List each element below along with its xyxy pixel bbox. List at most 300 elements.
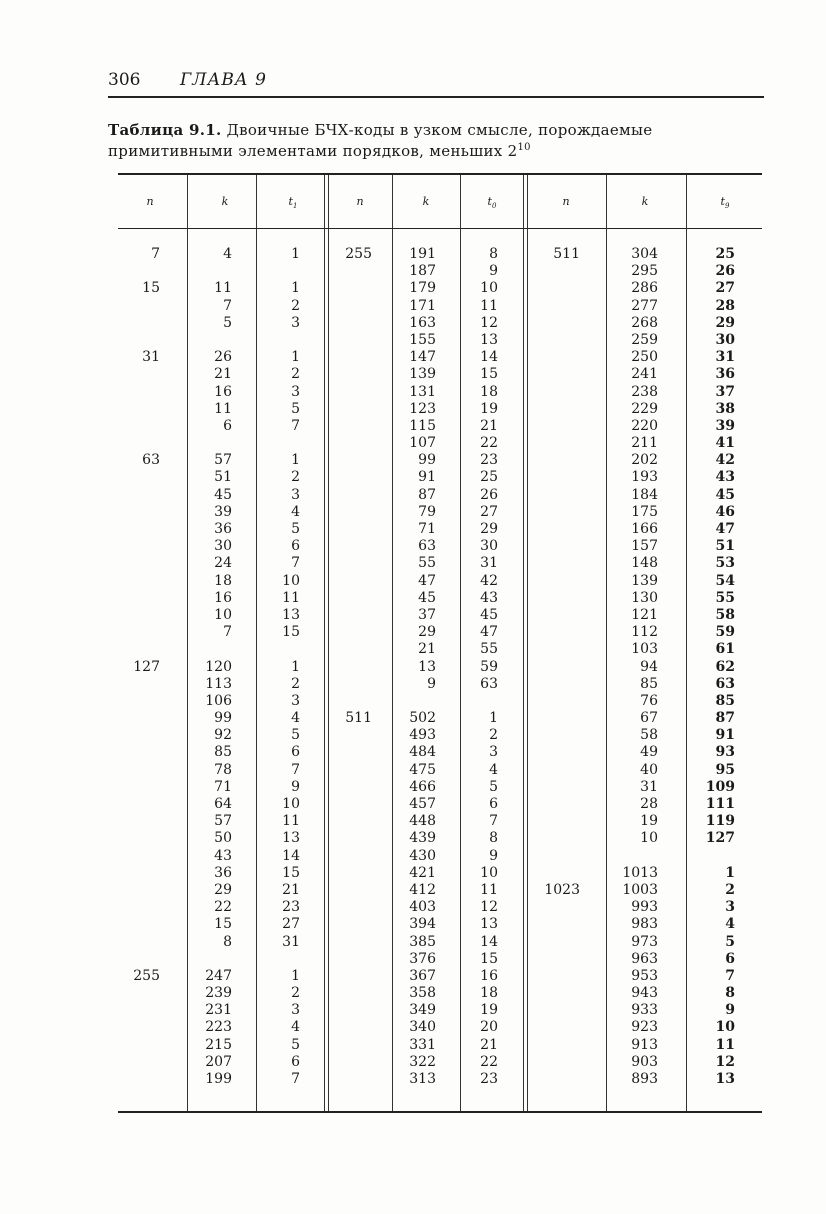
table-cell: 119	[705, 813, 735, 830]
table-cell: 50	[214, 830, 232, 847]
table-cell: 61	[715, 641, 735, 658]
table-cell: 439	[409, 830, 436, 847]
table-cell: 6	[725, 950, 735, 967]
table-cell: 148	[631, 555, 658, 572]
table-cell	[192, 641, 232, 658]
table-cell: 191	[409, 246, 436, 262]
table-cell: 99	[418, 452, 436, 469]
table-cell: 29	[480, 521, 498, 537]
table-cell: 27	[715, 280, 735, 297]
table-cell: 113	[205, 675, 232, 692]
table-cell: 15	[480, 950, 498, 967]
table-cell: 38	[715, 400, 735, 417]
table-cell: 121	[631, 606, 658, 623]
table-cell: 23	[480, 452, 498, 469]
table-cell: 304	[631, 246, 658, 262]
table-cell: 28	[640, 796, 658, 812]
table-cell: 13	[480, 916, 498, 933]
table-cell: 7	[223, 297, 232, 314]
table-cell: 16	[214, 589, 232, 606]
header-rule	[108, 96, 764, 98]
table-cell: 2	[725, 881, 735, 898]
table-cell: 27	[282, 916, 300, 933]
table-cell: 19	[480, 400, 498, 417]
table-cell: 23	[282, 899, 300, 916]
table-cell: 367	[409, 967, 436, 984]
table-cell: 3	[291, 383, 300, 400]
table-cell: 923	[631, 1019, 658, 1036]
table-cell: 71	[418, 521, 436, 537]
page-number: 306	[108, 70, 141, 90]
k-column-2	[396, 246, 436, 1088]
table-cell: 109	[705, 778, 735, 795]
table-cell: 207	[205, 1053, 232, 1070]
table-cell: 913	[631, 1036, 658, 1053]
table-cell: 983	[631, 916, 658, 933]
table-cell: 47	[418, 572, 436, 589]
table-cell: 123	[409, 400, 436, 417]
table-cell: 484	[409, 744, 436, 761]
table-cell: 10	[282, 796, 300, 812]
table-cell: 21	[480, 1036, 498, 1053]
table-cell: 2	[291, 366, 300, 383]
table-cell: 448	[409, 813, 436, 830]
table-cell: 1	[725, 864, 735, 881]
table-cell: 147	[409, 349, 436, 366]
table-cell: 55	[418, 555, 436, 572]
table-cell: 139	[409, 366, 436, 383]
table-header-rule	[118, 228, 762, 229]
table-cell: 130	[631, 589, 658, 606]
caption-label: Таблица 9.1.	[108, 121, 222, 139]
table-cell: 14	[282, 847, 300, 864]
caption-text-line1: Двоичные БЧХ-коды в узком смысле, порождаемые	[221, 121, 653, 139]
table-cell: 13	[715, 1071, 735, 1087]
table-cell: 376	[409, 950, 436, 967]
table-cell: 59	[480, 658, 498, 675]
table-cell: 163	[409, 314, 436, 331]
table-cell: 963	[631, 950, 658, 967]
table-cell: 63	[480, 675, 498, 692]
table-cell: 54	[715, 572, 735, 589]
table-cell: 78	[214, 761, 232, 778]
table-cell: 30	[480, 538, 498, 555]
table-cell: 2	[291, 297, 300, 314]
table-cell: 43	[214, 847, 232, 864]
table-cell: 85	[715, 692, 735, 709]
table-cell: 6	[223, 417, 232, 434]
table-cell: 250	[631, 349, 658, 366]
table-cell: 166	[631, 521, 658, 537]
table-cell: 259	[631, 331, 658, 348]
n-value: 1023	[544, 882, 580, 899]
table-cell: 7	[223, 624, 232, 641]
table-cell: 11	[480, 881, 498, 898]
table-cell: 26	[715, 263, 735, 280]
table-cell	[260, 435, 300, 452]
table-cell: 15	[282, 624, 300, 641]
table-cell: 12	[480, 899, 498, 916]
table-cell: 215	[205, 1036, 232, 1053]
table-cell: 58	[715, 606, 735, 623]
table-cell: 43	[480, 589, 498, 606]
table-cell: 2	[489, 727, 498, 744]
table-caption	[108, 122, 748, 160]
k-column-1	[192, 246, 232, 1088]
table-cell: 3	[725, 899, 735, 916]
table-cell: 8	[725, 985, 735, 1002]
column-divider	[686, 175, 687, 1111]
table-cell: 91	[418, 469, 436, 486]
table-cell: 46	[715, 503, 735, 520]
table-cell: 91	[715, 727, 735, 744]
table-cell: 37	[418, 606, 436, 623]
header-k-1: k	[221, 195, 229, 208]
table-cell: 223	[205, 1019, 232, 1036]
table-cell: 4	[291, 503, 300, 520]
table-cell: 155	[409, 331, 436, 348]
table-cell: 36	[715, 366, 735, 383]
table-cell: 313	[409, 1071, 436, 1087]
table-cell: 331	[409, 1036, 436, 1053]
caption-text-line2: примитивными элементами порядков, меньших 2	[108, 142, 518, 160]
column-divider	[256, 175, 257, 1111]
table-cell: 16	[214, 383, 232, 400]
table-cell: 893	[631, 1071, 658, 1087]
table-cell: 358	[409, 985, 436, 1002]
table-cell: 184	[631, 486, 658, 503]
table-cell: 12	[715, 1053, 735, 1070]
table-cell: 1003	[622, 881, 658, 898]
table-cell: 231	[205, 1002, 232, 1019]
table-cell: 20	[480, 1019, 498, 1036]
table-cell: 1	[291, 967, 300, 984]
table-cell: 22	[480, 435, 498, 452]
table-cell: 40	[640, 761, 658, 778]
table-cell: 131	[409, 383, 436, 400]
table-cell: 5	[291, 521, 300, 537]
table-cell: 6	[291, 744, 300, 761]
table-cell: 179	[409, 280, 436, 297]
table-cell: 1	[489, 710, 498, 727]
table-cell: 7	[291, 555, 300, 572]
table-cell: 1013	[622, 864, 658, 881]
table-cell: 4	[291, 1019, 300, 1036]
column-divider	[187, 175, 188, 1111]
table-cell: 30	[214, 538, 232, 555]
table-cell: 21	[214, 366, 232, 383]
table-cell: 99	[214, 710, 232, 727]
table-cell: 11	[715, 1036, 735, 1053]
table-cell: 943	[631, 985, 658, 1002]
table-cell: 187	[409, 263, 436, 280]
table-cell: 139	[631, 572, 658, 589]
table-cell: 24	[214, 555, 232, 572]
t-column-2	[458, 246, 498, 1088]
table-cell: 45	[418, 589, 436, 606]
t-column-3	[695, 246, 735, 1088]
table-cell: 85	[214, 744, 232, 761]
group-divider	[324, 175, 329, 1111]
table-cell: 5	[291, 727, 300, 744]
table-cell: 933	[631, 1002, 658, 1019]
table-cell: 9	[725, 1002, 735, 1019]
table-cell: 15	[480, 366, 498, 383]
table-cell: 9	[489, 847, 498, 864]
table-cell: 30	[715, 331, 735, 348]
page-header	[108, 70, 763, 94]
table-cell: 45	[480, 606, 498, 623]
table-cell: 25	[480, 469, 498, 486]
table-cell: 29	[214, 881, 232, 898]
table-cell: 2	[291, 985, 300, 1002]
table-cell: 107	[409, 435, 436, 452]
table-cell: 39	[214, 503, 232, 520]
table-cell: 268	[631, 314, 658, 331]
table-cell: 42	[715, 452, 735, 469]
table-cell: 4	[223, 246, 232, 262]
table-cell: 238	[631, 383, 658, 400]
table-cell: 120	[205, 658, 232, 675]
table-cell: 385	[409, 933, 436, 950]
table-cell: 29	[715, 314, 735, 331]
table-cell: 71	[214, 778, 232, 795]
table-cell: 22	[480, 1053, 498, 1070]
table-cell: 8	[223, 933, 232, 950]
table-cell: 953	[631, 967, 658, 984]
table-cell: 2	[291, 469, 300, 486]
table-cell: 21	[282, 881, 300, 898]
table-cell: 4	[291, 710, 300, 727]
table-cell: 28	[715, 297, 735, 314]
table-cell: 5	[291, 1036, 300, 1053]
table-cell	[618, 848, 658, 865]
table-cell: 12	[480, 314, 498, 331]
table-cell: 13	[282, 830, 300, 847]
table-cell: 211	[631, 435, 658, 452]
table-cell: 7	[725, 967, 735, 984]
table-cell: 85	[640, 675, 658, 692]
table-cell: 16	[480, 967, 498, 984]
table-cell: 13	[282, 606, 300, 623]
table-cell: 171	[409, 297, 436, 314]
table-cell: 93	[715, 744, 735, 761]
table-cell: 62	[715, 658, 735, 675]
table-cell: 5	[725, 933, 735, 950]
table-cell: 3	[291, 1002, 300, 1019]
table-cell: 79	[418, 503, 436, 520]
table-cell: 67	[640, 710, 658, 727]
table-cell: 23	[480, 1071, 498, 1087]
header-t1: $t_1$	[288, 195, 298, 211]
table-cell: 241	[631, 366, 658, 383]
header-n-1: n	[146, 195, 154, 208]
table-cell: 36	[214, 521, 232, 537]
table-cell: 193	[631, 469, 658, 486]
table-cell: 3	[291, 486, 300, 503]
k-column-3	[618, 246, 658, 1088]
table-cell: 322	[409, 1053, 436, 1070]
table-cell	[192, 263, 232, 280]
table-top-rule	[118, 173, 762, 175]
table-cell: 103	[631, 641, 658, 658]
table-cell: 31	[282, 933, 300, 950]
table-cell: 36	[214, 864, 232, 881]
table-cell: 457	[409, 796, 436, 812]
table-cell: 39	[715, 417, 735, 434]
t-column-1	[260, 246, 300, 1088]
table-cell	[396, 693, 436, 710]
table-cell: 127	[705, 830, 735, 847]
table-cell: 18	[214, 572, 232, 589]
table-cell	[192, 332, 232, 349]
table-cell: 1	[291, 246, 300, 262]
table-cell	[192, 951, 232, 968]
table-cell: 6	[291, 1053, 300, 1070]
header-t9: $t_9$	[720, 195, 730, 211]
table-cell: 76	[640, 692, 658, 709]
table-cell: 14	[480, 933, 498, 950]
table-cell: 9	[427, 675, 436, 692]
table-cell: 295	[631, 263, 658, 280]
table-cell: 475	[409, 761, 436, 778]
table-cell: 1	[291, 280, 300, 297]
table-cell: 10	[282, 572, 300, 589]
table-cell: 175	[631, 503, 658, 520]
table-cell: 27	[480, 503, 498, 520]
caption-superscript: 10	[517, 142, 531, 153]
table-cell: 6	[291, 538, 300, 555]
table-cell: 63	[715, 675, 735, 692]
table-cell: 1	[291, 349, 300, 366]
table-cell: 11	[214, 400, 232, 417]
table-cell	[458, 693, 498, 710]
table-cell: 21	[418, 641, 436, 658]
table-cell: 157	[631, 538, 658, 555]
table-cell: 111	[705, 796, 735, 812]
table-cell: 42	[480, 572, 498, 589]
table-cell: 247	[205, 967, 232, 984]
table-cell: 403	[409, 899, 436, 916]
table-cell: 25	[715, 246, 735, 262]
table-cell	[260, 263, 300, 280]
table-cell: 493	[409, 727, 436, 744]
table-cell: 5	[489, 778, 498, 795]
n-value: 7	[151, 246, 160, 262]
table-cell: 115	[409, 417, 436, 434]
table-cell: 26	[214, 349, 232, 366]
table-cell: 1	[291, 452, 300, 469]
table-cell: 993	[631, 899, 658, 916]
table-cell: 412	[409, 881, 436, 898]
table-cell: 466	[409, 778, 436, 795]
table-cell: 47	[480, 624, 498, 641]
table-cell: 394	[409, 916, 436, 933]
n-value: 255	[133, 968, 160, 985]
column-divider	[392, 175, 393, 1111]
n-value: 15	[142, 280, 160, 297]
table-cell: 58	[640, 727, 658, 744]
table-cell: 13	[480, 331, 498, 348]
table-cell: 4	[725, 916, 735, 933]
table-cell: 57	[214, 452, 232, 469]
table-cell: 53	[715, 555, 735, 572]
table-cell: 51	[214, 469, 232, 486]
table-cell: 11	[214, 280, 232, 297]
table-cell: 37	[715, 383, 735, 400]
table-cell: 10	[480, 864, 498, 881]
table-cell: 10	[480, 280, 498, 297]
table-cell: 1	[291, 658, 300, 675]
header-n-2: n	[356, 195, 364, 208]
n-value: 511	[345, 710, 372, 727]
table-cell: 87	[418, 486, 436, 503]
chapter-title: ГЛАВА 9	[180, 70, 267, 90]
table-cell: 3	[489, 744, 498, 761]
column-divider	[606, 175, 607, 1111]
n-value: 127	[133, 658, 160, 675]
table-cell: 43	[715, 469, 735, 486]
table-cell: 41	[715, 435, 735, 452]
table-cell: 112	[631, 624, 658, 641]
table-cell: 5	[223, 314, 232, 331]
table-cell: 21	[480, 417, 498, 434]
table-cell	[260, 641, 300, 658]
table-cell: 64	[214, 796, 232, 812]
table-cell: 14	[480, 349, 498, 366]
table-cell	[260, 951, 300, 968]
table-cell: 11	[282, 589, 300, 606]
table-cell: 11	[480, 297, 498, 314]
table-cell: 106	[205, 692, 232, 709]
table-cell: 31	[640, 778, 658, 795]
table-cell: 31	[480, 555, 498, 572]
table-cell: 9	[489, 263, 498, 280]
table-cell: 18	[480, 985, 498, 1002]
table-cell: 7	[291, 761, 300, 778]
table-cell: 7	[291, 1071, 300, 1087]
table-cell: 903	[631, 1053, 658, 1070]
table-cell: 202	[631, 452, 658, 469]
table-cell: 4	[489, 761, 498, 778]
table-cell: 8	[489, 830, 498, 847]
n-value: 255	[345, 246, 372, 262]
table-cell: 229	[631, 400, 658, 417]
table-cell: 3	[291, 314, 300, 331]
table-cell: 87	[715, 710, 735, 727]
table-cell: 45	[715, 486, 735, 503]
table-cell: 220	[631, 417, 658, 434]
table-cell	[695, 848, 735, 865]
header-n-3: n	[562, 195, 570, 208]
table-cell	[260, 332, 300, 349]
table-cell	[192, 435, 232, 452]
table-cell: 49	[640, 744, 658, 761]
table-cell: 10	[214, 606, 232, 623]
table-cell: 9	[291, 778, 300, 795]
table-cell: 3	[291, 692, 300, 709]
table-cell: 29	[418, 624, 436, 641]
table-cell: 5	[291, 400, 300, 417]
table-cell: 59	[715, 624, 735, 641]
table-cell: 6	[489, 796, 498, 812]
table-cell: 18	[480, 383, 498, 400]
table-cell: 55	[480, 641, 498, 658]
table-cell: 349	[409, 1002, 436, 1019]
table-cell: 13	[418, 658, 436, 675]
table-cell: 10	[715, 1019, 735, 1036]
table-cell: 15	[282, 864, 300, 881]
